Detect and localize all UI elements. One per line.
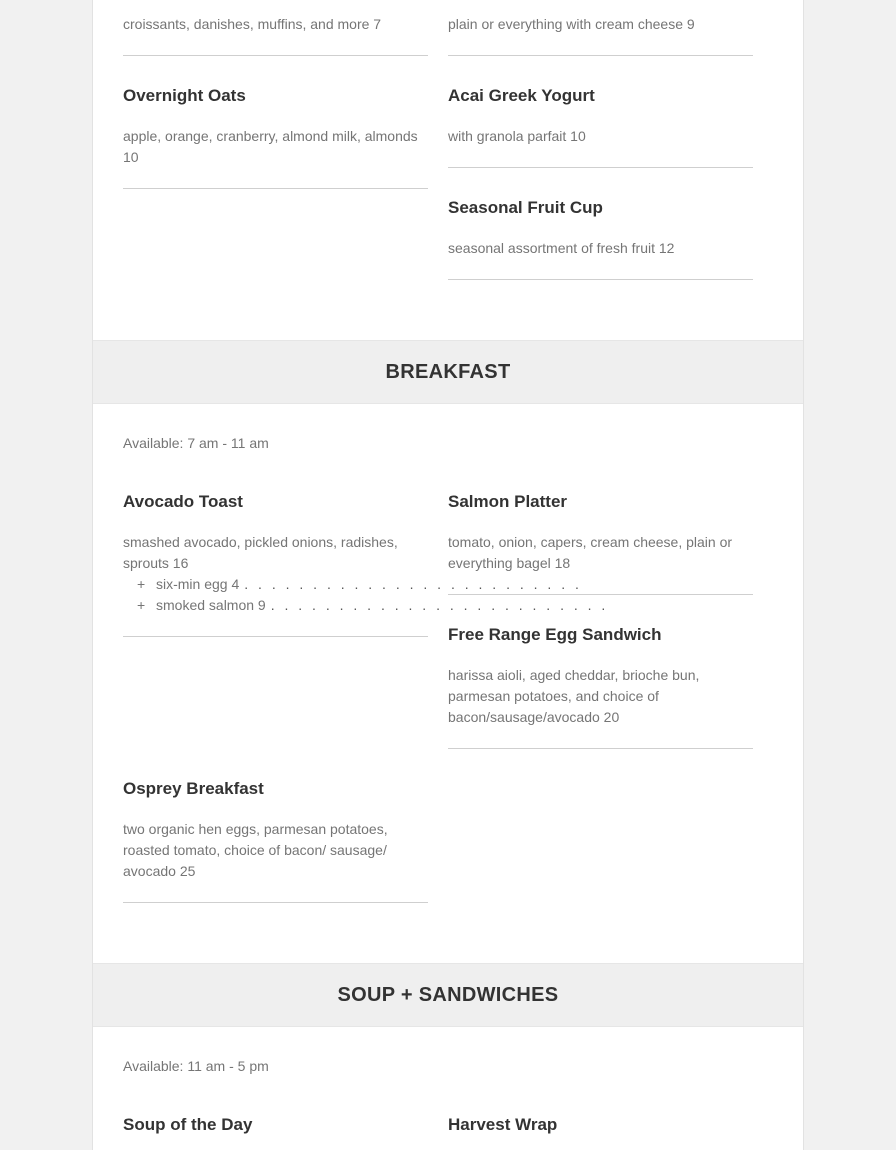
dot-leader: . . . . . . . . . . . . . . . . . . . . . . . . . [244,576,582,592]
menu-item-seasonal-fruit-cup [448,198,753,259]
availability-text: Available: 7 am - 11 am [123,435,269,451]
divider [448,594,753,595]
menu-item-acai-greek-yogurt [448,86,753,147]
menu-page [92,0,804,1150]
addon-smoked-salmon [123,595,609,616]
menu-item-pastry-assortment [123,0,428,35]
item-name: Soup of the Day [123,1115,253,1134]
item-name: Salmon Platter [448,492,568,511]
item-name: Harvest Wrap [448,1115,558,1134]
menu-item-harvest-wrap [448,1115,753,1135]
section-header-soup-sandwiches [93,963,803,1027]
menu-item-osprey-breakfast [123,779,428,882]
availability-text: Available: 11 am - 5 pm [123,1058,269,1074]
divider [123,188,428,189]
item-name: Osprey Breakfast [123,779,264,798]
menu-item-salmon-platter [448,492,753,574]
item-name: Seasonal Fruit Cup [448,198,603,217]
item-name: Avocado Toast [123,492,243,511]
divider [448,55,753,56]
addon-six-min-egg [123,574,582,595]
section-title: BREAKFAST [385,360,511,383]
divider [123,55,428,56]
divider [123,636,428,637]
divider [448,748,753,749]
item-description: apple, orange, cranberry, almond milk, almonds 10 [123,128,418,165]
item-name: Overnight Oats [123,86,246,105]
menu-item-soup-of-the-day [123,1115,428,1135]
item-description: two organic hen eggs, parmesan potatoes, roasted tomato, choice of bacon/ sausage/ avocado 25 [123,821,388,879]
item-description: with granola parfait 10 [448,128,586,144]
item-description: croissants, danishes, muffins, and more 7 [123,16,382,32]
addon-label: smoked salmon 9 [156,597,266,613]
menu-item-free-range-egg-sandwich [448,625,753,728]
menu-item-overnight-oats [123,86,428,168]
addon-label: six-min egg 4 [156,576,240,592]
item-name: Acai Greek Yogurt [448,86,595,105]
divider [448,167,753,168]
item-description: seasonal assortment of fresh fruit 12 [448,240,675,256]
menu-item-bagel [448,0,753,35]
item-description: tomato, onion, capers, cream cheese, plain or everything bagel 18 [448,534,733,571]
section-title: SOUP + SANDWICHES [337,983,559,1006]
plus-icon: + [137,597,146,613]
divider [123,902,428,903]
item-description: plain or everything with cream cheese 9 [448,16,695,32]
dot-leader: . . . . . . . . . . . . . . . . . . . . . . . . . [270,597,609,613]
divider [448,279,753,280]
item-name: Free Range Egg Sandwich [448,625,662,644]
item-description: harissa aioli, aged cheddar, brioche bun, parmesan potatoes, and choice of bacon/sausage/avocado 20 [448,667,700,725]
item-description: smashed avocado, pickled onions, radishes, sprouts 16 [123,534,398,571]
plus-icon: + [137,576,146,592]
section-header-breakfast [93,340,803,404]
